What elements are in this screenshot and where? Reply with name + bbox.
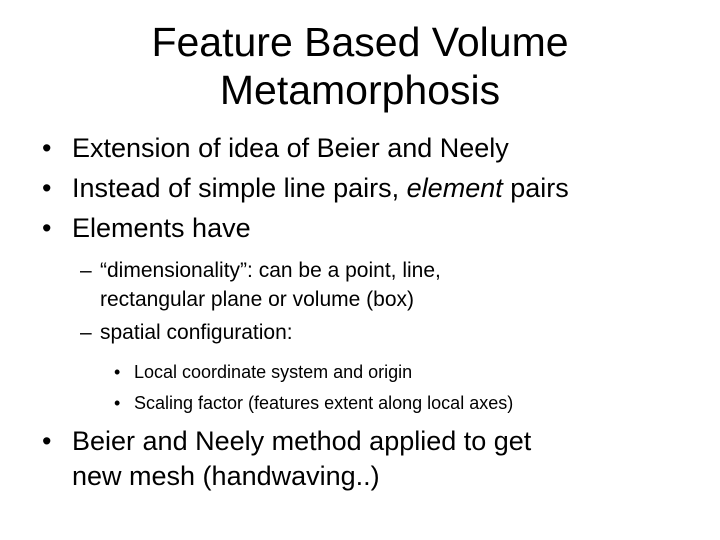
sub-bullet-text-line-1: “dimensionality”: can be a point, line, <box>100 259 441 282</box>
bullet-dot-icon: • <box>114 362 121 382</box>
bullet-dot-icon: • <box>42 173 52 203</box>
bullet-text-before: Instead of simple line pairs, <box>72 173 407 203</box>
bullet-dot-icon: • <box>114 393 121 413</box>
title-line-1: Feature Based Volume <box>151 19 569 65</box>
bullet-text-after: pairs <box>502 173 569 203</box>
sub-sub-bullet-text: Scaling factor (features extent along local axes) <box>134 393 514 413</box>
dash-icon: – <box>80 259 92 282</box>
bullet-text-line-1: Beier and Neely method applied to get <box>72 426 532 456</box>
sub-sub-bullet-text: Local coordinate system and origin <box>134 362 413 382</box>
title-line-2: Metamorphosis <box>219 67 501 113</box>
bullet-text-line-2: new mesh (handwaving..) <box>72 461 380 491</box>
bullet-text-emphasis: element <box>406 173 503 203</box>
bullet-dot-icon: • <box>42 213 52 243</box>
bullet-dot-icon: • <box>42 133 52 163</box>
sub-bullet-text-line-2: rectangular plane or volume (box) <box>100 288 414 311</box>
bullet-text <box>72 172 569 204</box>
bullet-dot-icon: • <box>42 426 52 456</box>
bullet-text: Extension of idea of Beier and Neely <box>72 133 509 163</box>
slide-title <box>0 18 720 114</box>
sub-bullet-text: spatial configuration: <box>100 321 293 344</box>
bullet-text: Elements have <box>72 213 251 243</box>
dash-icon: – <box>80 321 92 344</box>
